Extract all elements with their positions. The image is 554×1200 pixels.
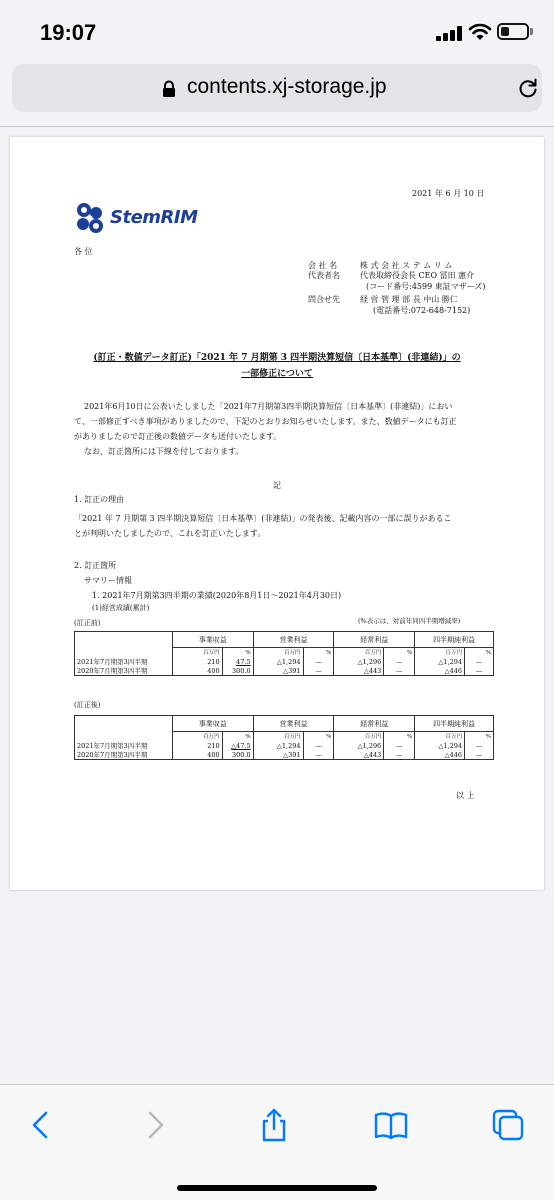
results-sub: (1)経営成績(累計) [92, 604, 150, 612]
unit-million: 百万円 [172, 732, 222, 742]
unit-million: 百万円 [415, 732, 465, 742]
cell: △1,296 [334, 742, 384, 751]
results-table-before [74, 631, 494, 676]
body-line1: 2021年6月10日に公表いたしました「2021年7月期第3四半期決算短信〔日本基準〕(非連結)」におい [84, 402, 453, 411]
title-line2: 一部修正について [241, 369, 313, 379]
after-label: (訂正後) [74, 701, 101, 709]
company-label: 会 社 名 [308, 261, 338, 270]
closing: 以 上 [456, 791, 475, 800]
table-row [75, 742, 494, 751]
reason-line1: 「2021 年 7 月期第 3 四半期決算短信〔日本基準〕(非連結)」の発表後、記載内容の一部に誤りがあるこ [74, 514, 452, 523]
cell: — [303, 667, 334, 676]
header-revenue: 事業収益 [172, 716, 253, 732]
bookmarks-icon[interactable] [373, 1107, 409, 1143]
header-revenue: 事業収益 [172, 632, 253, 648]
reload-icon[interactable] [516, 76, 540, 100]
doc-date: 2021 年 6 月 10 日 [412, 189, 485, 198]
header-ordinary: 経常利益 [334, 716, 415, 732]
header-net: 四半期純利益 [415, 716, 494, 732]
cell: △1,296 [334, 658, 384, 667]
unit-percent: % [222, 732, 253, 742]
divider [0, 126, 554, 127]
cell: △47.5 [222, 742, 253, 751]
cell: — [465, 742, 494, 751]
cell: — [303, 742, 334, 751]
before-label: (訂正前) [74, 619, 101, 627]
forward-icon[interactable] [138, 1107, 174, 1143]
unit-percent: % [222, 648, 253, 658]
cell: — [465, 658, 494, 667]
unit-million: 百万円 [334, 732, 384, 742]
cell: △391 [253, 667, 303, 676]
cell: — [303, 658, 334, 667]
section1-heading: 1. 訂正の理由 [74, 495, 125, 504]
title-line1: (訂正・数値データ訂正)「2021 年 7 月期第 3 四半期決算短信〔日本基準〕(非連結)」の [93, 353, 461, 363]
body-line3: がありましたので訂正後の数値データも送付いたします。 [74, 432, 282, 441]
cell: — [465, 751, 494, 760]
unit-percent: % [465, 648, 494, 658]
url-text[interactable]: contents.xj-storage.jp [187, 75, 387, 98]
cell: 47.5 [222, 658, 253, 667]
stemrim-logo-icon [74, 201, 106, 235]
header-ordinary: 経常利益 [334, 632, 415, 648]
company-logo [74, 201, 214, 235]
share-icon[interactable] [256, 1107, 292, 1143]
header-operating: 営業利益 [253, 632, 334, 648]
wifi-icon [468, 22, 492, 42]
cell: — [303, 751, 334, 760]
unit-million: 百万円 [253, 732, 303, 742]
document-page [10, 137, 544, 890]
tabs-icon[interactable] [490, 1107, 526, 1143]
row-label: 2020年7月期第3四半期 [75, 667, 173, 676]
cell: 300.0 [222, 751, 253, 760]
home-indicator[interactable] [177, 1185, 377, 1191]
row-label: 2021年7月期第3四半期 [75, 742, 173, 751]
cell: △443 [334, 667, 384, 676]
cell: — [384, 658, 415, 667]
ki-mark: 記 [273, 481, 281, 490]
phone-line: (電話番号:072-648-7152) [373, 306, 471, 315]
contact-label: 問合せ先 [308, 295, 340, 304]
results-heading: 1. 2021年7月期第3四半期の業績(2020年8月1日～2021年4月30日) [92, 591, 342, 600]
unit-million: 百万円 [172, 648, 222, 658]
signal-icon [436, 25, 462, 41]
cell: — [465, 667, 494, 676]
row-label: 2020年7月期第3四半期 [75, 751, 173, 760]
battery-icon [497, 23, 529, 40]
cell: △446 [415, 667, 465, 676]
cell: 210 [172, 742, 222, 751]
table-row [75, 667, 494, 676]
cell: △1,294 [253, 658, 303, 667]
body-line4: なお、訂正箇所には下線を付しております。 [84, 447, 244, 456]
unit-percent: % [384, 648, 415, 658]
status-time: 19:07 [40, 20, 97, 45]
company-value: 株 式 会 社 ス テ ム リ ム [360, 261, 453, 270]
cell: △1,294 [415, 658, 465, 667]
cell: 400 [172, 667, 222, 676]
header-net: 四半期純利益 [415, 632, 494, 648]
unit-percent: % [465, 732, 494, 742]
address-bar[interactable] [12, 64, 542, 112]
cell: △446 [415, 751, 465, 760]
back-icon[interactable] [22, 1107, 58, 1143]
table-row [75, 751, 494, 760]
percent-note: (%表示は、対前年同四半期増減率) [358, 617, 461, 625]
cell: △1,294 [415, 742, 465, 751]
browser-toolbar [0, 1084, 554, 1200]
cell: — [384, 742, 415, 751]
lock-icon [162, 80, 176, 98]
code-line: (コード番号:4599 東証マザーズ) [366, 282, 486, 291]
rep-value: 代表取締役会長 CEO 冨田 憲介 [360, 271, 475, 280]
cell: △443 [334, 751, 384, 760]
cell: 210 [172, 658, 222, 667]
header-operating: 営業利益 [253, 716, 334, 732]
unit-million: 百万円 [253, 648, 303, 658]
table-row [75, 658, 494, 667]
contact-value: 経 営 管 理 部 長 中山 勝仁 [360, 295, 458, 304]
body-line2: て、一部修正すべき事項がありましたので、下記のとおりお知らせいたします。また、数値データにも訂正 [74, 417, 457, 426]
cell: — [384, 667, 415, 676]
row-label: 2021年7月期第3四半期 [75, 658, 173, 667]
status-bar [0, 0, 554, 60]
battery-cap [530, 28, 533, 35]
summary-label: サマリー情報 [84, 576, 132, 585]
cell: △1,294 [253, 742, 303, 751]
cell: △391 [253, 751, 303, 760]
unit-percent: % [384, 732, 415, 742]
unit-percent: % [303, 732, 334, 742]
cell: — [384, 751, 415, 760]
section2-heading: 2. 訂正箇所 [74, 561, 117, 570]
unit-million: 百万円 [415, 648, 465, 658]
rep-label: 代表者名 [308, 271, 340, 280]
addressee: 各 位 [74, 247, 93, 256]
cell: 400 [172, 751, 222, 760]
results-table-after [74, 715, 494, 760]
reason-line2: とが判明いたしましたので、これを訂正いたします。 [74, 529, 266, 538]
unit-percent: % [303, 648, 334, 658]
cell: 300.0 [222, 667, 253, 676]
unit-million: 百万円 [334, 648, 384, 658]
logo-text: StemRIM [110, 207, 198, 228]
doc-title [60, 350, 494, 382]
